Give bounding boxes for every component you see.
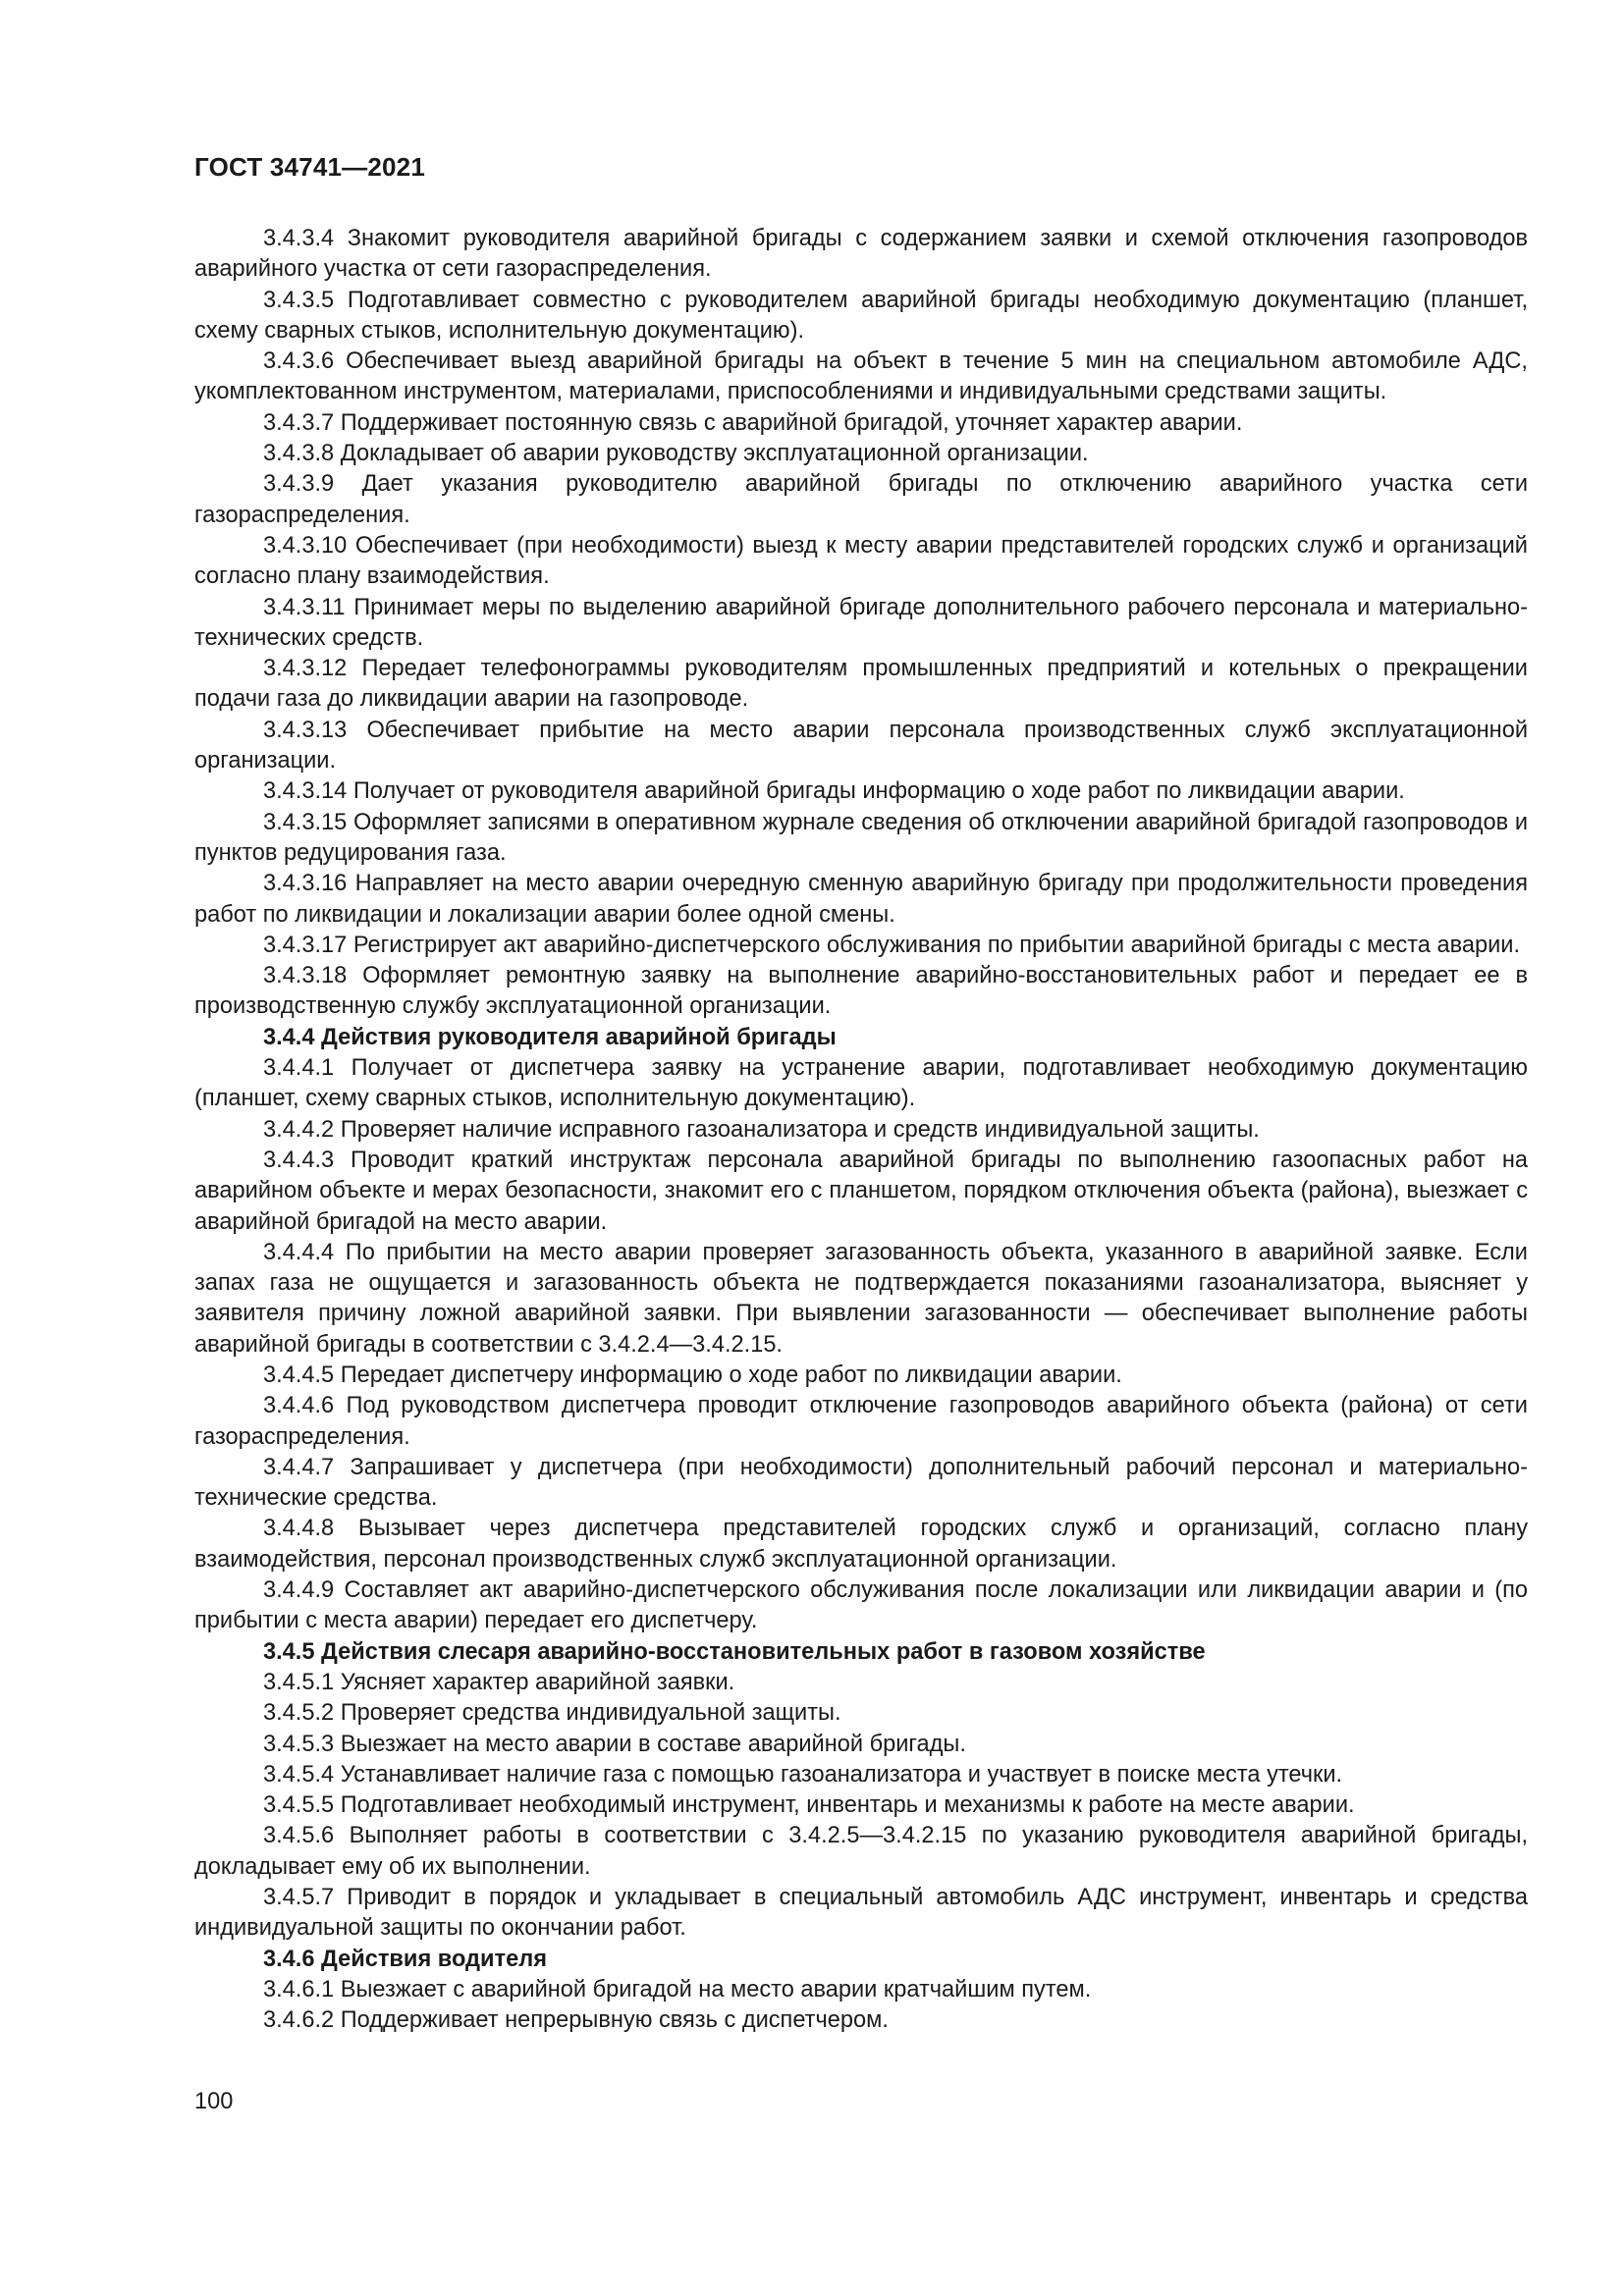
- clause-paragraph: 3.4.4.1 Получает от диспетчера заявку на устранение аварии, подготавливает необходимую документацию (планшет, схему сварных стыков, исполнительную документацию).: [194, 1055, 1528, 1112]
- clause-paragraph: 3.4.3.13 Обеспечивает прибытие на место аварии персонала производственных служб эксплуатационной организации.: [194, 717, 1528, 774]
- clause-paragraph: 3.4.3.14 Получает от руководителя аварийной бригады информацию о ходе работ по ликвидации аварии.: [263, 778, 1405, 805]
- clause-paragraph: 3.4.3.12 Передает телефонограммы руководителям промышленных предприятий и котельных о прекращении подачи газа до ликвидации аварии на газопроводе.: [194, 656, 1528, 713]
- clause-paragraph: 3.4.3.15 Оформляет записями в оперативном журнале сведения об отключении аварийной бригадой газопроводов и пунктов редуцирования газа.: [194, 809, 1528, 866]
- clause-paragraph: 3.4.5.3 Выезжает на место аварии в составе аварийной бригады.: [263, 1731, 966, 1757]
- section-heading: 3.4.4 Действия руководителя аварийной бригады: [263, 1024, 837, 1050]
- clause-paragraph: 3.4.5.6 Выполняет работы в соответствии с 3.4.2.5—3.4.2.15 по указанию руководителя аварийной бригады, докладывает ему об их выполнении.: [194, 1823, 1528, 1880]
- document-body: [194, 224, 1528, 2037]
- clause-paragraph: 3.4.3.17 Регистрирует акт аварийно-диспетчерского обслуживания по прибытии аварийной бригады с места аварии.: [263, 932, 1521, 958]
- clause-paragraph: 3.4.6.2 Поддерживает непрерывную связь с диспетчером.: [263, 2007, 889, 2034]
- clause-paragraph: 3.4.5.4 Устанавливает наличие газа с помощью газоанализатора и участвует в поиске места утечки.: [263, 1761, 1343, 1788]
- clause-paragraph: 3.4.5.5 Подготавливает необходимый инструмент, инвентарь и механизмы к работе на месте аварии.: [263, 1792, 1355, 1819]
- clause-paragraph: 3.4.3.5 Подготавливает совместно с руководителем аварийной бригады необходимую документацию (планшет, схему сварных стыков, исполнительную документацию).: [194, 287, 1528, 344]
- clause-paragraph: 3.4.5.7 Приводит в порядок и укладывает в специальный автомобиль АДС инструмент, инвентарь и средства индивидуальной защиты по окончании работ.: [194, 1885, 1528, 1942]
- clause-paragraph: 3.4.4.8 Вызывает через диспетчера представителей городских служб и организаций, согласно плану взаимодействия, персонал производственных служб эксплуатационной организации.: [194, 1516, 1528, 1573]
- clause-paragraph: 3.4.3.7 Поддерживает постоянную связь с аварийной бригадой, уточняет характер аварии.: [263, 409, 1243, 436]
- clause-paragraph: 3.4.3.11 Принимает меры по выделению аварийной бригаде дополнительного рабочего персонала и материально-технических средств.: [194, 594, 1528, 651]
- section-heading: 3.4.6 Действия водителя: [263, 1946, 547, 1972]
- clause-paragraph: 3.4.4.4 По прибытии на место аварии проверяет загазованность объекта, указанного в аварийной заявке. Если запах газа не ощущается и загазованность объекта не подтверждается показаниями газоанализатора, выясняет у заявителя причину ложной аварийной заявки. При выявлении загазованности — обеспечивает выполнение работы аварийной бригады в соответствии с 3.4.2.4—3.4.2.15.: [194, 1239, 1528, 1358]
- clause-paragraph: 3.4.4.2 Проверяет наличие исправного газоанализатора и средств индивидуальной защиты.: [263, 1116, 1260, 1143]
- clause-paragraph: 3.4.4.6 Под руководством диспетчера проводит отключение газопроводов аварийного объекта (района) от сети газораспределения.: [194, 1393, 1528, 1450]
- clause-paragraph: 3.4.3.10 Обеспечивает (при необходимости) выезд к месту аварии представителей городских служб и организаций согласно плану взаимодействия.: [194, 532, 1528, 590]
- clause-paragraph: 3.4.3.16 Направляет на место аварии очередную сменную аварийную бригаду при продолжительности проведения работ по ликвидации и локализации аварии более одной смены.: [194, 871, 1528, 928]
- clause-paragraph: 3.4.3.4 Знакомит руководителя аварийной бригады с содержанием заявки и схемой отключения газопроводов аварийного участка от сети газораспределения.: [194, 226, 1528, 283]
- clause-paragraph: 3.4.5.1 Уясняет характер аварийной заявки.: [263, 1669, 735, 1695]
- clause-paragraph: 3.4.6.1 Выезжает с аварийной бригадой на место аварии кратчайшим путем.: [263, 1976, 1092, 2002]
- clause-paragraph: 3.4.3.9 Дает указания руководителю аварийной бригады по отключению аварийного участка сети газораспределения.: [194, 471, 1528, 528]
- clause-paragraph: 3.4.4.5 Передает диспетчеру информацию о ходе работ по ликвидации аварии.: [263, 1362, 1122, 1388]
- page-number: 100: [194, 2089, 234, 2114]
- section-heading: 3.4.5 Действия слесаря аварийно-восстановительных работ в газовом хозяйстве: [263, 1638, 1206, 1665]
- clause-paragraph: 3.4.4.3 Проводит краткий инструктаж персонала аварийной бригады по выполнению газоопасных работ на аварийном объекте и мерах безопасности, знакомит его с планшетом, порядком отключения объекта (района), выезжает с аварийной бригадой на место аварии.: [194, 1147, 1528, 1235]
- clause-paragraph: 3.4.4.9 Составляет акт аварийно-диспетчерского обслуживания после локализации или ликвидации аварии и (по прибытии с места аварии) передает его диспетчеру.: [194, 1577, 1528, 1634]
- clause-paragraph: 3.4.3.8 Докладывает об аварии руководству эксплуатационной организации.: [263, 441, 1089, 467]
- clause-paragraph: 3.4.3.6 Обеспечивает выезд аварийной бригады на объект в течение 5 мин на специальном автомобиле АДС, укомплектованном инструментом, материалами, приспособлениями и индивидуальными средствами защиты.: [194, 348, 1528, 405]
- clause-paragraph: 3.4.5.2 Проверяет средства индивидуальной защиты.: [263, 1700, 841, 1727]
- document-header: ГОСТ 34741—2021: [194, 152, 425, 182]
- clause-paragraph: 3.4.3.18 Оформляет ремонтную заявку на выполнение аварийно-восстановительных работ и передает ее в производственную службу эксплуатационной организации.: [194, 963, 1528, 1020]
- clause-paragraph: 3.4.4.7 Запрашивает у диспетчера (при необходимости) дополнительный рабочий персонал и материально-технические средства.: [194, 1454, 1528, 1512]
